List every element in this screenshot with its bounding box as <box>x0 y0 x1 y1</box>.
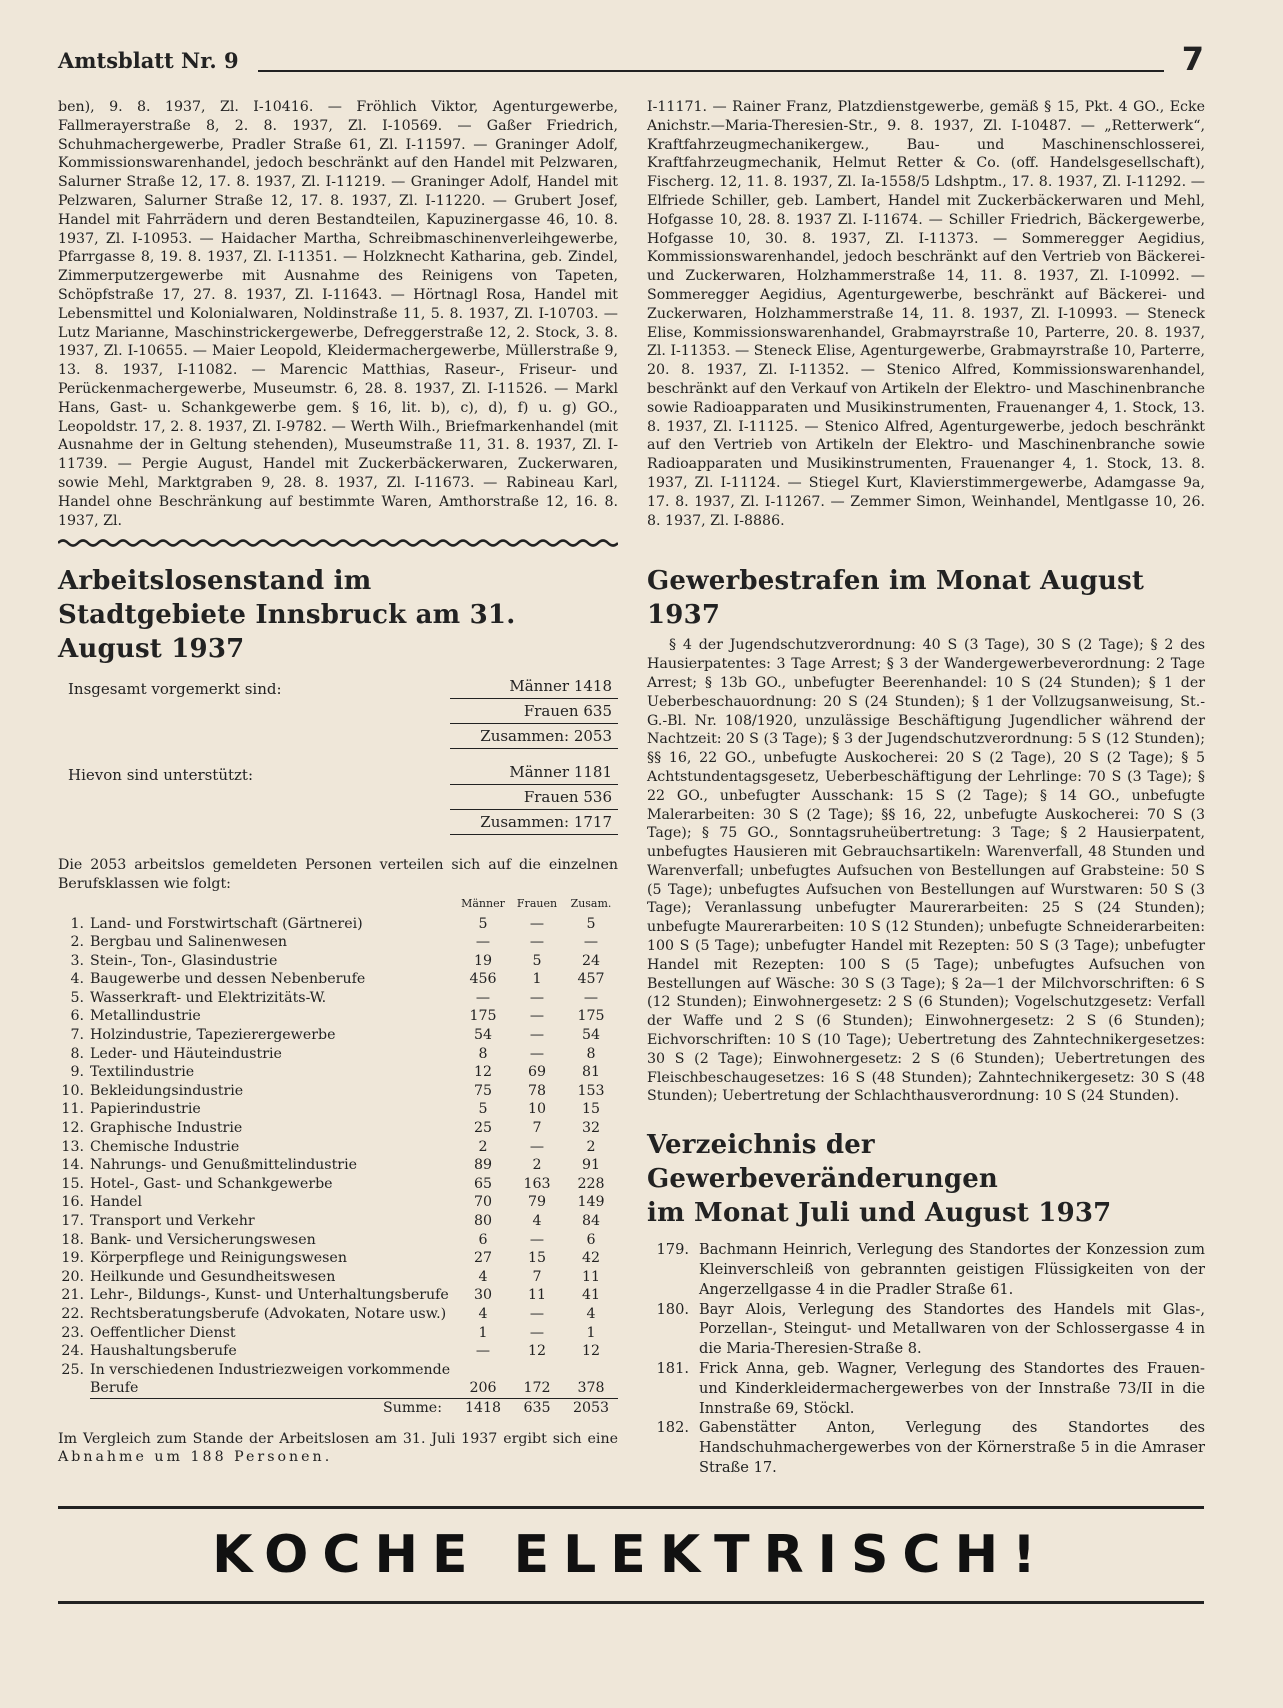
row-number: 16. <box>61 1194 84 1211</box>
occupation-name: Bank- und Versicherungswesen <box>90 1231 316 1248</box>
row-number: 18. <box>61 1231 84 1248</box>
total-count: 54 <box>581 1027 601 1044</box>
total-count: 149 <box>577 1194 605 1211</box>
table-row <box>58 1138 618 1157</box>
row-number: 24. <box>61 1343 84 1360</box>
total-count: 153 <box>577 1082 605 1099</box>
men-count: 70 <box>473 1194 493 1211</box>
sum-label: Summe: <box>90 1398 456 1417</box>
women-count: — <box>529 1045 545 1062</box>
occupation-name: Chemische Industrie <box>90 1138 240 1155</box>
occupation-name: Transport und Verkehr <box>90 1213 255 1230</box>
men-count: 4 <box>478 1305 488 1322</box>
occupation-name: Land- und Forstwirtschaft (Gärtnerei) <box>90 915 363 932</box>
comparison-text <box>58 1430 618 1468</box>
men-count: 75 <box>473 1082 493 1099</box>
women-count: — <box>529 1027 545 1044</box>
row-number: 5. <box>70 989 84 1006</box>
occupation-name: Bergbau und Salinenwesen <box>90 934 288 951</box>
women-count: 69 <box>527 1064 547 1081</box>
women-count: 163 <box>523 1175 551 1192</box>
occupation-table <box>58 894 618 1418</box>
running-header <box>58 40 1204 78</box>
table-row <box>58 1212 618 1231</box>
registered-total: Zusammen: 2053 <box>450 724 618 749</box>
table-row <box>58 1268 618 1287</box>
total-count: — <box>583 934 599 951</box>
men-count: 6 <box>478 1231 488 1248</box>
women-count: 5 <box>532 952 542 969</box>
row-number: 3. <box>70 952 84 969</box>
totals-block <box>58 674 618 850</box>
men-count: 5 <box>478 915 488 932</box>
total-count: 81 <box>581 1064 601 1081</box>
unemployment-title-line2: Stadtgebiete Innsbruck am 31. August 1937 <box>58 600 516 665</box>
total-count: 12 <box>581 1343 601 1360</box>
women-count: 15 <box>527 1250 547 1267</box>
col-header-total: Zusam. <box>570 896 612 910</box>
list-item: 179. Bachmann Heinrich, Verlegung des Standortes der Konzession zum Kleinverschleiß von gebrannten geistigen Flüssigkeiten von der Angerzellgasse 4 in die Pradler Straße 61. <box>656 1241 1205 1298</box>
women-count: — <box>529 1324 545 1341</box>
total-count: 175 <box>577 1008 605 1025</box>
occupation-name: Rechtsberatungsberufe (Advokaten, Notare usw.) <box>90 1305 447 1322</box>
occupation-name: Handel <box>90 1194 142 1211</box>
women-count: 7 <box>532 1268 542 1285</box>
occupation-name: Wasserkraft- und Elektrizitäts-W. <box>90 989 327 1006</box>
penalties-title: Gewerbestrafen im Monat August 1937 <box>647 566 1145 631</box>
occupation-name: In verschiedenen Industriezweigen vorkommende Berufe <box>90 1361 451 1397</box>
table-row <box>58 1175 618 1194</box>
men-count: 4 <box>478 1268 488 1285</box>
table-row <box>58 1231 618 1250</box>
unemployment-section <box>58 564 618 1467</box>
advertisement-banner: KOCHE ELEKTRISCH! <box>58 1506 1204 1604</box>
table-row <box>58 1193 618 1212</box>
list-item: 182. Gabenstätter Anton, Verlegung des Standortes des Handschuhmachergewerbes von der Körnerstraße 5 in die Amraser Straße 17. <box>656 1419 1205 1477</box>
supported-men: Männer 1181 <box>450 760 618 785</box>
men-count: 5 <box>478 1101 488 1118</box>
total-count: 457 <box>577 971 605 988</box>
occupation-name: Graphische Industrie <box>90 1120 243 1137</box>
total-count: 8 <box>586 1045 596 1062</box>
occupation-name: Papierindustrie <box>90 1101 201 1118</box>
women-count: 78 <box>527 1082 547 1099</box>
women-count: — <box>529 989 545 1006</box>
row-number: 25. <box>61 1361 84 1378</box>
occupation-name: Nahrungs- und Genußmittelindustrie <box>90 1157 357 1174</box>
total-count: 6 <box>586 1231 596 1248</box>
table-row <box>58 1361 618 1399</box>
row-number: 14. <box>61 1157 84 1174</box>
unemployment-title-line1: Arbeitslosenstand im <box>58 566 372 597</box>
row-number: 11. <box>61 1101 84 1118</box>
left-top-text: ben), 9. 8. 1937, Zl. I-10416. — Fröhlich Viktor, Agenturgewerbe, Fallmerayerstraße 8, 2. 8. 1937, Zl. I-10569. — Gaßer Friedrich, Schuhmachergewerbe, Pradler Straße 61, Zl. I-11597. — Graninger Adolf, Kommissionswarenhandel, jedoch beschränkt auf den Handel mit Pelzwaren, Salurner Straße 12, 17. 8. 1937, Zl. I-11219. — Graninger Adolf, Handel mit Pelzwaren, Salurner Straße 12, 17. 8. 1937, Zl. I-11220. — Grubert Josef, Handel mit Fahrrädern und deren Bestandteilen, Kapuzinergasse 46, 10. 8. 1937, Zl. I-10953. — Haidacher Martha, Schreibmaschinenverleihgewerbe, Pfarrgasse 8, 19. 8. 1937, Zl. I-11351. — Holzknecht Katharina, geb. Zindel, Zimmerputzergewerbe mit Ausnahme des Reinigens von Tapeten, Schöpfstraße 17, 27. 8. 1937, Zl. I-11643. — Hörtnagl Rosa, Handel mit Lebensmittel und Kolonialwaren, Noldinstraße 11, 5. 8. 1937, Zl. I-10703. — Lutz Marianne, Maschinstrickergewerbe, Defreggerstraße 12, 2. Stock, 3. 8. 1937, Zl. I-10655. — Maier Leopold, Kleidermachergewerbe, Müllerstraße 9, 13. 8. 1937, I-11082. — Marencic Matthias, Raseur-, Friseur- und Perückenmachergewerbe, Museumstr. 6, 28. 8. 1937, Zl. I-11526. — Markl Hans, Gast- u. Schankgewerbe gem. § 16, lit. b), c), d), f) u. g) GO., Leopoldstr. 17, 2. 8. 1937, Zl. I-9782. — Werth Wilh., Briefmarkenhandel (mit Ausnahme der in Geltung stehenden), Museumstraße 11, 31. 8. 1937, Zl. I-11739. — Pergie August, Handel mit Zuckerbäckerwaren, Zuckerwaren, sowie Mehl, Marktgraben 9, 28. 8. 1937, Zl. I-11673. — Rabineau Karl, Handel ohne Beschränkung auf bestimmte Waren, Amthorstraße 12, 16. 8. 1937, Zl. <box>58 99 618 529</box>
occupation-name: Baugewerbe und dessen Nebenberufe <box>90 971 366 988</box>
total-count: 2 <box>586 1138 596 1155</box>
occupation-table-header <box>58 894 618 915</box>
row-number: 22. <box>61 1305 84 1322</box>
men-count: 65 <box>473 1175 493 1192</box>
changes-title-line1: Verzeichnis der Gewerbeveränderungen <box>647 1130 999 1195</box>
supported-label: Hievon sind unterstützt: <box>68 766 254 785</box>
total-count: 15 <box>581 1101 601 1118</box>
occupation-table-body <box>58 915 618 1399</box>
men-count: 25 <box>473 1120 493 1137</box>
total-count: 91 <box>581 1157 601 1174</box>
table-row <box>58 952 618 971</box>
men-count: 8 <box>478 1045 488 1062</box>
occupation-name: Haushaltungsberufe <box>90 1343 237 1360</box>
table-row <box>58 1045 618 1064</box>
table-row <box>58 915 618 934</box>
table-row <box>58 1063 618 1082</box>
occupation-name: Oeffentlicher Dienst <box>90 1324 236 1341</box>
total-count: 24 <box>581 952 601 969</box>
sum-women: 635 <box>510 1398 564 1417</box>
table-row <box>58 1249 618 1268</box>
changes-title-line2: im Monat Juli und August 1937 <box>647 1198 1112 1229</box>
men-count: 2 <box>478 1138 488 1155</box>
occupation-name: Metallindustrie <box>90 1008 201 1025</box>
row-number: 6. <box>70 1008 84 1025</box>
row-number: 17. <box>61 1213 84 1230</box>
women-count: 7 <box>532 1120 542 1137</box>
changes-section <box>647 1128 1205 1478</box>
total-count: 84 <box>581 1213 601 1230</box>
men-count: 30 <box>473 1287 493 1304</box>
col-header-women: Frauen <box>516 896 558 910</box>
men-count: 12 <box>473 1064 493 1081</box>
women-count: — <box>529 1008 545 1025</box>
page-number: 7 <box>1181 40 1204 78</box>
total-count: 1 <box>586 1324 596 1341</box>
header-rule <box>258 70 1164 72</box>
occupation-name: Stein-, Ton-, Glasindustrie <box>90 952 278 969</box>
row-number: 9. <box>70 1064 84 1081</box>
table-row <box>58 1026 618 1045</box>
row-number: 8. <box>70 1045 84 1062</box>
occupation-name: Holzindustrie, Tapezierergewerbe <box>90 1027 336 1044</box>
registered-men: Männer 1418 <box>450 674 618 699</box>
row-number: 4. <box>70 971 84 988</box>
occupation-name: Leder- und Häuteindustrie <box>90 1045 282 1062</box>
row-number: 12. <box>61 1120 84 1137</box>
table-row <box>58 989 618 1008</box>
occupation-intro: Die 2053 arbeitslos gemeldeten Personen verteilen sich auf die einzelnen Berufsklassen wie folgt: <box>58 857 618 893</box>
row-number: 23. <box>61 1324 84 1341</box>
men-count: 80 <box>473 1213 493 1230</box>
table-row <box>58 1324 618 1343</box>
women-count: 12 <box>527 1343 547 1360</box>
supported-women: Frauen 536 <box>450 785 618 810</box>
women-count: 79 <box>527 1194 547 1211</box>
occupation-name: Hotel-, Gast- und Schankgewerbe <box>90 1175 333 1192</box>
penalties-section <box>647 564 1205 1106</box>
row-number: 7. <box>70 1027 84 1044</box>
men-count: 89 <box>473 1157 493 1174</box>
men-count: 1 <box>478 1324 488 1341</box>
supported-total: Zusammen: 1717 <box>450 810 618 835</box>
table-row <box>58 1100 618 1119</box>
women-count: 2 <box>532 1157 542 1174</box>
row-number: 1. <box>70 915 84 932</box>
right-top-text: I-11171. — Rainer Franz, Platzdienstgewerbe, gemäß § 15, Pkt. 4 GO., Ecke Anichstr.—Maria-Theresien-Str., 9. 8. 1937, Zl. I-10487. — „Retterwerk“, Kraftfahrzeugmechanikergew., Bau- und Maschinenschlosserei, Kraftfahrzeugmechanik, Helmut Retter & Co. (off. Handelsgesellschaft), Fischerg. 12, 11. 8. 1937, Zl. Ia-1558/5 Ldshptm., 17. 8. 1937, Zl. I-11292. — Elfriede Schiller, geb. Lambert, Handel mit Zuckerbäckerwaren und Mehl, Hofgasse 10, 28. 8. 1937 Zl. I-11674. — Schiller Friedrich, Bäckergewerbe, Hofgasse 10, 30. 8. 1937, Zl. I-11373. — Sommeregger Aegidius, Kommissionswarenhandel, jedoch beschränkt auf den Vertrieb von Bäckerei- und Zuckerwaren, Holzhammerstraße 14, 11. 8. 1937, Zl. I-10992. — Sommeregger Aegidius, Agenturgewerbe, beschränkt auf Bäckerei- und Zuckerwaren, Holzhammerstraße 14, 11. 8. 1937, Zl. I-10993. — Steneck Elise, Kommissionswarenhandel, Grabmayrstraße 10, Parterre, 20. 8. 1937, Zl. I-11353. — Steneck Elise, Agenturgewerbe, Grabmayrstraße 10, Parterre, 20. 8. 1937, Zl. I-11352. — Stenico Alfred, Kommissionswarenhandel, beschränkt auf den Verkauf von Artikeln der Elektro- und Maschinenbranche sowie Radioapparaten und Musikinstrumenten, Frauenanger 4, 1. Stock, 13. 8. 1937, Zl. I-11125. — Stenico Alfred, Agenturgewerbe, jedoch beschränkt auf den Vertrieb von Artikeln der Elektro- und Maschinenbranche sowie Radioapparaten und Musikinstrumenten, Frauenanger 4, 1. Stock, 13. 8. 1937, Zl. I-11124. — Stiegel Kurt, Klavierstimmergewerbe, Adamgasse 9a, 17. 8. 1937, Zl. I-11267. — Zemmer Simon, Weinhandel, Mentlgasse 10, 26. 8. 1937, Zl. I-8886. <box>647 99 1205 529</box>
row-number: 15. <box>61 1175 84 1192</box>
total-count: — <box>583 989 599 1006</box>
total-count: 5 <box>586 915 596 932</box>
women-count: 1 <box>532 971 542 988</box>
table-row <box>58 1156 618 1175</box>
total-count: 4 <box>586 1305 596 1322</box>
men-count: 27 <box>473 1250 493 1267</box>
left-column <box>58 98 618 1467</box>
row-number: 19. <box>61 1250 84 1267</box>
occupation-name: Textilindustrie <box>90 1064 195 1081</box>
comparison-text-b: Abnahme um 188 Personen. <box>58 1449 333 1466</box>
men-count: 19 <box>473 952 493 969</box>
occupation-name: Heilkunde und Gesundheitswesen <box>90 1268 336 1285</box>
registered-women: Frauen 635 <box>450 699 618 724</box>
men-count: — <box>475 934 491 951</box>
right-column <box>647 98 1205 1478</box>
men-count: 206 <box>469 1380 497 1397</box>
row-number: 13. <box>61 1138 84 1155</box>
men-count: — <box>475 989 491 1006</box>
total-count: 32 <box>581 1120 601 1137</box>
penalties-text: § 4 der Jugendschutzverordnung: 40 S (3 Tage), 30 S (2 Tage); § 2 des Hausierpatentes: 3 Tage Arrest; § 3 der Wandergewerbeverordnung: 2 Tage Arrest; § 13b GO., unbefugter Beerenhandel: 10 S (24 Stunden); § 1 der Ueberbeschauordnung: 20 S (24 Stunden); § 1 der Vollzugsanweisung, St.-G.-Bl. Nr. 108/1920, unzulässige Beschäftigung Jugendlicher während der Nachtzeit: 20 S (3 Tage); § 3 der Jugendschutzverordnung: 5 S (12 Stunden); §§ 16, 22 GO., unbefugte Auskocherei: 20 S (2 Tage), 20 S (2 Tage); § 5 Achtstundentagsgesetz, Ueberbeschäftigung der Lehrlinge: 70 S (3 Tage); § 22 GO., unbefugter Ausschank: 15 S (2 Tage); § 14 GO., unbefugte Malerarbeiten: 30 S (2 Tage); §§ 16, 22, unbefugte Auskocherei: 70 S (3 Tage); § 75 GO., Sonntagsruheübertretung: 3 Tage; § 2 Hausierpatent, unbefugtes Hausieren mit Gebrauchsartikeln: Warenverfall, 48 Stunden und Warenverfall; unbefugtes Aufsuchen von Bestellungen auf Grabsteine: 50 S (5 Tage); unbefugtes Aufsuchen von Bestellungen auf Wurstwaren: 50 S (3 Tage); Veranlassung unbefugter Maurerarbeiten: 25 S (24 Stunden); unbefugte Maurerarbeiten: 10 S (12 Stunden); unbefugte Schneiderarbeiten: 100 S (5 Tage); unbefugter Handel mit Rezepten: 50 S (3 Tage); unbefugter Handel mit Rezepten: 100 S (5 Tage); unbefugtes Aufsuchen von Bestellungen auf Wäsche: 30 S (3 Tage); § 2a—1 der Milchvorschriften: 6 S (12 Stunden); Einwohnergesetz: 2 S (6 Stunden); Vogelschutzgesetz: Verfall der Waffe und 2 S (6 Stunden); Einwohnergesetz: 2 S (6 Stunden); Eichvorschriften: 10 S (10 Tage); Uebertretung des Zahntechnikergesetzes: 30 S (2 Tage); Einwohnergesetz: 2 S (6 Stunden); Uebertretungen des Fleischbeschaugesetzes: 16 S (48 Stunden); Zahntechnikergesetz: 30 S (48 Stunden); Uebertretung der Schlachthausverordnung: 10 S (24 Stunden). <box>647 637 1205 1105</box>
row-number: 10. <box>61 1082 84 1099</box>
sum-total: 2053 <box>564 1398 618 1417</box>
total-count: 228 <box>577 1175 605 1192</box>
changes-list <box>647 1240 1205 1478</box>
sum-men: 1418 <box>456 1398 510 1417</box>
total-count: 42 <box>581 1250 601 1267</box>
men-count: 175 <box>469 1008 497 1025</box>
table-row <box>58 1119 618 1138</box>
list-item: 180. Bayr Alois, Verlegung des Standortes des Handels mit Glas-, Porzellan-, Steingut- und Metallwaren von der Schlossergasse 4 in die Maria-Theresien-Straße 8. <box>656 1300 1205 1358</box>
table-row <box>58 933 618 952</box>
registered-totals <box>450 674 618 749</box>
comparison-text-a: Im Vergleich zum Stande der Arbeitslosen am 31. Juli 1937 ergibt sich eine <box>58 1430 618 1447</box>
men-count: 54 <box>473 1027 493 1044</box>
occupation-name: Körperpflege und Reinigungswesen <box>90 1250 347 1267</box>
wavy-divider <box>58 538 618 548</box>
col-header-men: Männer <box>461 896 505 910</box>
women-count: — <box>529 934 545 951</box>
women-count: 172 <box>523 1380 551 1397</box>
supported-totals <box>450 760 618 835</box>
occupation-name: Lehr-, Bildungs-, Kunst- und Unterhaltungsberufe <box>90 1287 449 1304</box>
women-count: 4 <box>532 1213 542 1230</box>
women-count: 10 <box>527 1101 547 1118</box>
women-count: — <box>529 1138 545 1155</box>
total-count: 378 <box>577 1380 605 1397</box>
row-number: 21. <box>61 1287 84 1304</box>
row-number: 2. <box>70 934 84 951</box>
women-count: — <box>529 1305 545 1322</box>
women-count: — <box>529 915 545 932</box>
registered-label: Insgesamt vorgemerkt sind: <box>68 680 282 699</box>
table-row <box>58 1082 618 1101</box>
women-count: 11 <box>527 1287 547 1304</box>
total-count: 11 <box>581 1268 601 1285</box>
table-row <box>58 970 618 989</box>
table-row <box>58 1305 618 1324</box>
publication-title: Amtsblatt Nr. 9 <box>58 48 239 73</box>
table-row <box>58 1286 618 1305</box>
occupation-name: Bekleidungsindustrie <box>90 1082 244 1099</box>
table-row <box>58 1007 618 1026</box>
occupation-sum-row <box>58 1398 618 1417</box>
table-row <box>58 1342 618 1361</box>
men-count: — <box>475 1343 491 1360</box>
row-number: 20. <box>61 1268 84 1285</box>
total-count: 41 <box>581 1287 601 1304</box>
women-count: — <box>529 1231 545 1248</box>
men-count: 456 <box>469 971 497 988</box>
list-item: 181. Frick Anna, geb. Wagner, Verlegung des Standortes des Frauen- und Kinderkleidermachergewerbes von der Innstraße 73/II in die Innstraße 69, Stöckl. <box>656 1360 1205 1417</box>
